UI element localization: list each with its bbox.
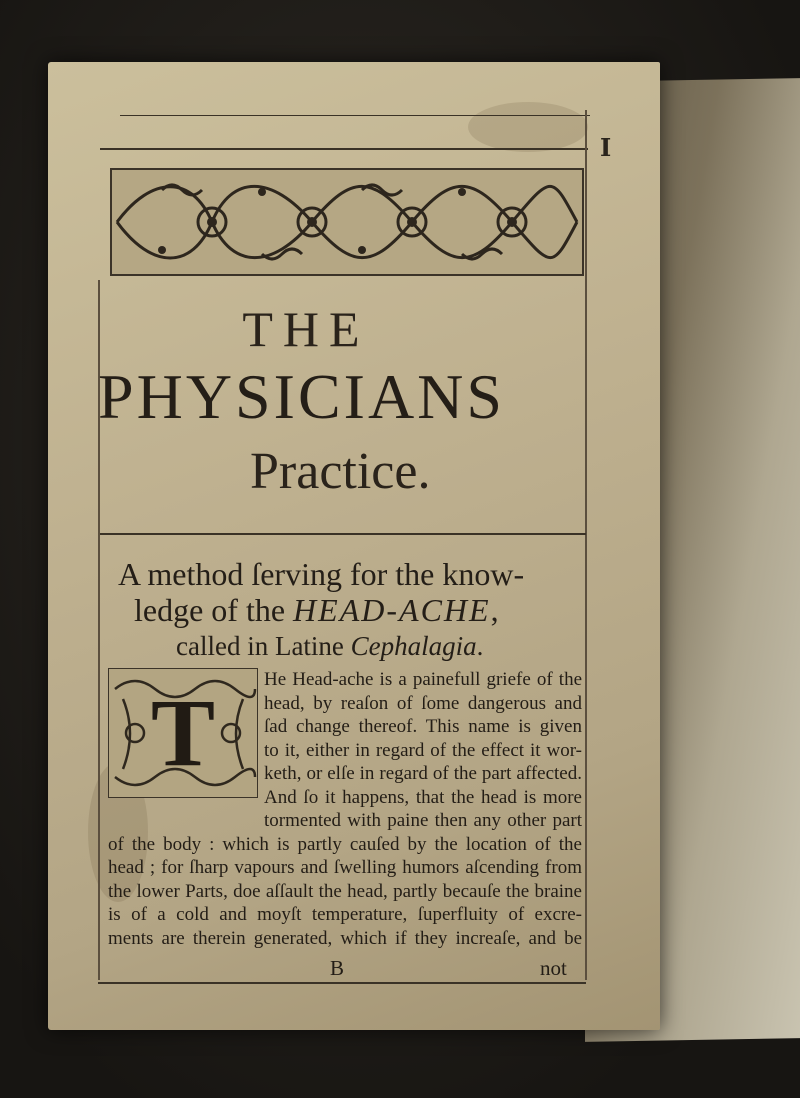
drop-cap-letter: T <box>151 679 216 786</box>
margin-rule-right <box>585 110 587 980</box>
body-line: keth, or elſe in regard of the part affected. <box>264 763 582 784</box>
body-line: head, by reaſon of ſome dangerous and <box>264 692 582 714</box>
heading-line-2 <box>134 592 588 628</box>
title-rule <box>100 533 586 535</box>
title-physicians: PHYSICIANS <box>98 361 505 432</box>
body-line: of the body : which is partly cauſed by the location of the <box>108 833 582 855</box>
body-line: He Head-ache is a painefull griefe of the <box>264 669 582 690</box>
title-the: THE <box>242 301 370 357</box>
body-line: ments are therein generated, which if they increaſe, and be <box>108 927 582 949</box>
signature-mark: B <box>330 956 345 980</box>
chapter-heading <box>118 556 588 664</box>
body-line: tormented with paine then any other part <box>264 810 582 831</box>
top-rule <box>120 115 590 116</box>
heading-line-2-post: , <box>490 592 499 628</box>
paper-stain <box>468 102 588 152</box>
body-line: ſad change thereof. This name is given <box>264 716 582 737</box>
heading-line-1: A method ſerving for the know- <box>118 556 525 592</box>
ornamental-headpiece <box>110 168 584 276</box>
body-line: And ſo it happens, that the head is more <box>264 786 582 808</box>
heading-line-2-caps: HEAD-ACHE <box>293 592 491 628</box>
heading-line-3-italic: Cephalagia <box>350 631 477 661</box>
heading-line-3 <box>176 628 588 664</box>
heading-line-2-pre: ledge of the <box>134 592 294 628</box>
body-line: the lower Parts, doe aſſault the head, partly becauſe the braine <box>108 880 582 902</box>
header-rule <box>100 148 588 150</box>
bottom-rule <box>98 982 586 984</box>
heading-line-3-post: . <box>476 631 484 661</box>
body-line: head ; for ſharp vapours and ſwelling humors aſcending from <box>108 857 582 878</box>
drop-cap-block <box>108 668 258 798</box>
heading-line-3-pre: called in Latine <box>176 631 351 661</box>
body-line: to it, either in regard of the effect it wor- <box>264 739 582 761</box>
title-practice: Practice. <box>250 443 431 500</box>
page-number: I <box>600 133 612 162</box>
headpiece-scrollwork-icon <box>112 170 582 274</box>
body-line: is of a cold and moyſt temperature, ſuperfluity of excre- <box>108 904 582 925</box>
catchword: not <box>540 956 567 980</box>
